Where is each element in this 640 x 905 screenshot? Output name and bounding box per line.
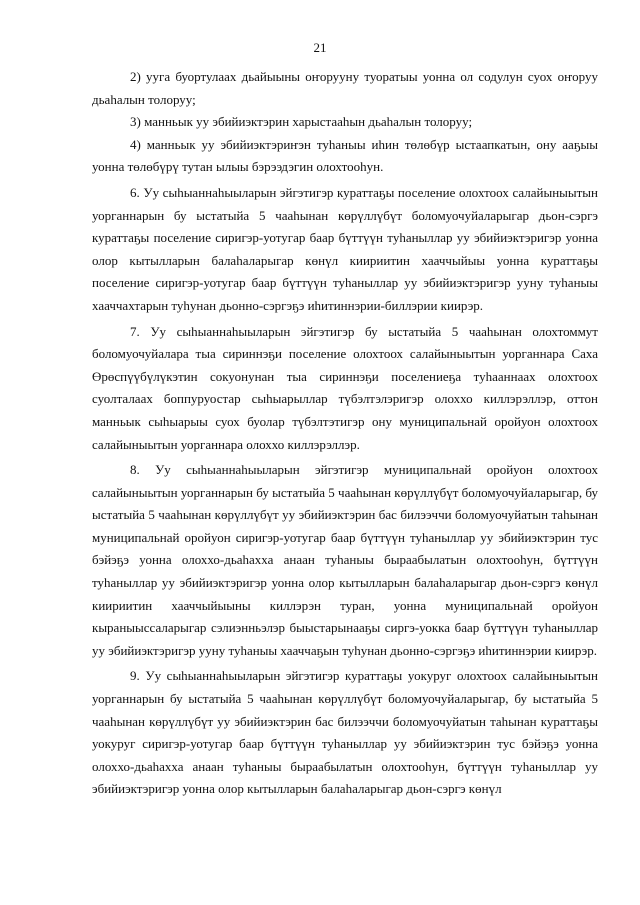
page-number: 21 [313, 40, 327, 55]
paragraph-item-3: 3) манньык уу эбийиэктэрин харыстааһын дьаһалын толоруу; [130, 114, 473, 130]
body-text [92, 66, 598, 801]
paragraph-section-9: 9. Уу сыһыаннаһыыларын эйгэтигэр кураттаҕы уокуруг олохтоох салайыныытын уорганнарын бу ыстатыйа 5 чааһынан көрүллүбүт боломуочуйаларыгар, бу ыстатыйа 5 чааһынан көрүллүбүт уу эбийиэктэрин бас билээччи боломуочуйатын таһынан кураттаҕы уокуруг сиригэр-уотугар баар бүттүүн туһаныллар уу эбийиэктэрин тус бэйэҕэ уонна олоххо-дьаһахха анаан туһаныы быраабылатын олохтооһун, бүттүүн туһаныллар уу эбийиэктэригэр уонна олор кытылларын балаһаларыгар дьон-сэргэ көнүл [92, 668, 598, 797]
paragraph-section-7: 7. Уу сыһыаннаһыыларын эйгэтигэр бу ыстатыйа 5 чааһынан олохтоммут боломуочуйалара тыа сириннэҕи поселение олохтоох салайыныытын уорганнара Саха Өрөспүүбүлүкэтин сокуонунан тыа сириннэҕи поселениеҕа туһааннаах олохтоох суолталаах боппуруостар сыһыарыллар түбэлтэлэригэр олоххо киллэрэллэр, оттон манньык сыһыарыы суох буолар түбэлтэтигэр ону муниципальнай оройуон олохтоох салайыныытын уорганнара олоххо киллэрэллэр. [92, 323, 598, 452]
paragraph-item-2: 2) ууга буортулаах дьайыыны оҥорууну туоратыы уонна ол содулун суох оҥоруу дьаһалын толоруу; [92, 69, 598, 107]
paragraph-item-4: 4) манньык уу эбийиэктэриҥэн туһаныы иһин төлөбүр ыстаапкатын, ону ааҕыы уонна төлөбүрү тутан ылыы бэрээдэгин олохтооһун. [92, 136, 598, 175]
paragraph-section-8: 8. Уу сыһыаннаһыыларын эйгэтигэр муниципальнай оройуон олохтоох салайыныытын уорганнарын бу ыстатыйа 5 чааһынан көрүллүбүт боломуочуйаларыгар, бу ыстатыйа 5 чааһынан көрүллүбүт уу эбийиэктэрин бас билээччи боломуочуйатын таһынан муниципальнай оройуон сиригэр-уотугар баар бүттүүн туһаныллар уу эбийиэктэрин тус бэйэҕэ уонна олоххо-дьаһахха анаан туһаныы быраабылатын олохтооһун, бүттүүн туһаныллар уу эбийиэктэригэр уонна олор кытылларын балаһаларыгар дьон-сэргэ көнүл киириитин хааччыйыыны киллэрэн туран, уонна муниципальнай оройуон кыраныыссаларыгар сэлиэнньэлэр быыстарынааҕы сиргэ-уокка баар бүттүүн туһаныллар уу эбийиэктэригэр ууну туһаныы хааччаҕын туһунан дьонно-сэргэҕэ иһитиннэрии киирэр. [92, 462, 598, 658]
paragraph-section-6: 6. Уу сыһыаннаһыыларын эйгэтигэр кураттаҕы поселение олохтоох салайыныытын уорганнарын бу ыстатыйа 5 чааһынан көрүллүбүт боломуочуйаларыгар дьон-сэргэ кураттаҕы поселение сиригэр-уотугар баар бүттүүн туһаныллар уу эбийиэктэригэр уонна олор кытылларын балаһаларыгар көнүл киириитин хааччыйыы уонна кураттаҕы поселение сиригэр-уотугар баар бүттүүн туһаныллар уу эбийиэктэригэр ууну туһаныы хааччахтарын туһунан дьонно-сэргэҕэ иһитиннэрии-биллэрии киирэр. [92, 184, 598, 313]
